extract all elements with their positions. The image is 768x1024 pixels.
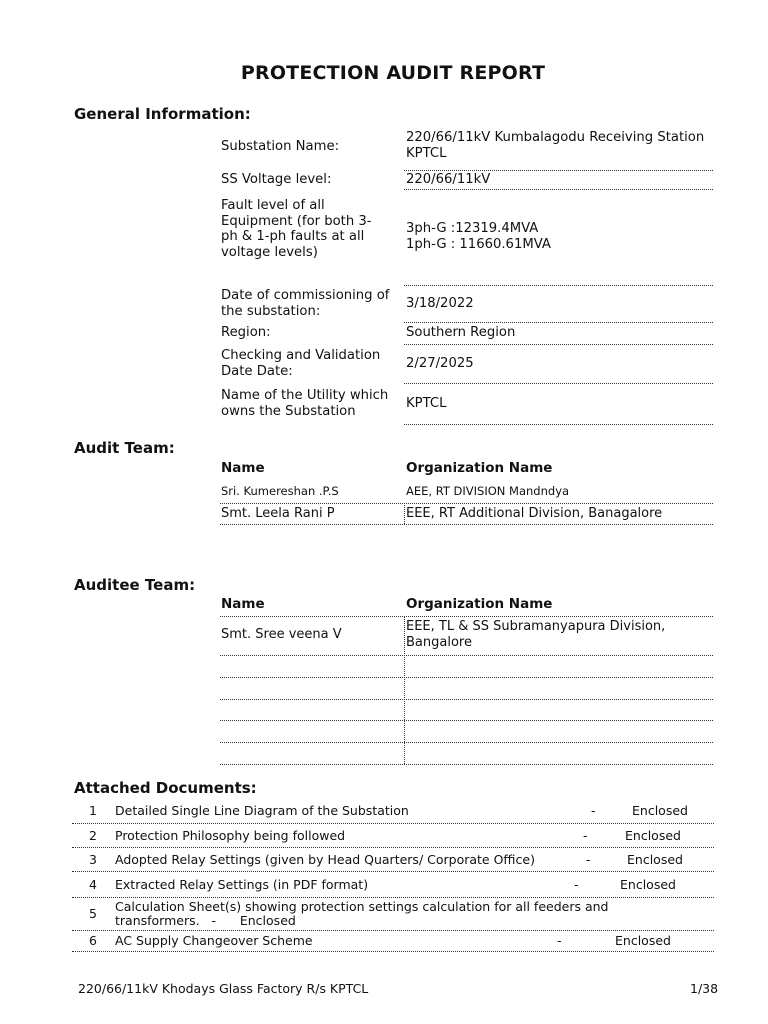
audit-col-name: Name [221, 460, 265, 476]
fault-level-3ph-value: 3ph-G :12319.4MVA [406, 221, 539, 236]
footer-left: 220/66/11kV Khodays Glass Factory R/s KPTCL [78, 981, 369, 996]
doc-dash: - [557, 933, 562, 948]
commissioning-date-value: 3/18/2022 [406, 296, 474, 311]
doc-number: 6 [89, 933, 97, 948]
doc-number: 1 [89, 803, 97, 818]
doc-title: transformers. - Enclosed [115, 913, 296, 928]
substation-name-label: Substation Name: [221, 139, 340, 154]
divider [404, 344, 713, 345]
audit-team-heading: Audit Team: [74, 439, 175, 457]
validation-date-label: Checking and Validation Date Date: [221, 348, 381, 379]
divider [404, 424, 713, 425]
auditee-col-org: Organization Name [406, 596, 553, 612]
doc-number: 4 [89, 877, 97, 892]
divider [404, 322, 713, 323]
doc-number: 2 [89, 828, 97, 843]
divider [220, 524, 713, 525]
validation-date-value: 2/27/2025 [406, 356, 474, 371]
divider [220, 764, 713, 765]
audit-member-name: Smt. Leela Rani P [221, 506, 335, 521]
doc-number: 5 [89, 906, 97, 921]
doc-status: Enclosed [615, 933, 671, 948]
region-label: Region: [221, 325, 271, 340]
doc-dash: - [574, 877, 579, 892]
voltage-level-label: SS Voltage level: [221, 172, 332, 187]
column-divider [404, 616, 405, 764]
region-value: Southern Region [406, 325, 516, 340]
audit-member-name: Sri. Kumereshan .P.S [221, 484, 339, 498]
attached-documents-heading: Attached Documents: [74, 779, 257, 797]
commissioning-date-label: Date of commissioning of the substation: [221, 288, 390, 319]
auditee-member-org: EEE, TL & SS Subramanyapura Division, Bangalore [406, 619, 666, 650]
utility-name-label: Name of the Utility which owns the Substation [221, 388, 389, 419]
divider [404, 170, 713, 171]
doc-title: Adopted Relay Settings (given by Head Quarters/ Corporate Office) [115, 852, 535, 867]
audit-member-org: AEE, RT DIVISION Mandndya [406, 484, 570, 498]
divider [220, 503, 713, 504]
divider [220, 655, 713, 656]
column-divider [404, 503, 405, 524]
fault-level-1ph-value: 1ph-G : 11660.61MVA [406, 237, 551, 252]
divider [72, 930, 714, 931]
doc-title: Detailed Single Line Diagram of the Substation [115, 803, 409, 818]
divider [72, 897, 714, 898]
doc-number: 3 [89, 852, 97, 867]
utility-name-value: KPTCL [406, 396, 447, 411]
doc-title: Protection Philosophy being followed [115, 828, 346, 843]
audit-col-org: Organization Name [406, 460, 553, 476]
fault-level-label: Fault level of all Equipment (for both 3-ph & 1-ph faults at all voltage levels) [221, 198, 372, 260]
divider [220, 677, 713, 678]
doc-dash: - [583, 828, 588, 843]
divider [72, 951, 714, 952]
divider [72, 871, 714, 872]
doc-dash: - [591, 803, 596, 818]
divider [72, 823, 714, 824]
doc-dash: - [586, 852, 591, 867]
voltage-level-value: 220/66/11kV [406, 172, 491, 187]
divider [220, 742, 713, 743]
divider [404, 285, 713, 286]
divider [72, 847, 714, 848]
auditee-member-name: Smt. Sree veena V [221, 627, 342, 642]
divider [220, 699, 713, 700]
divider [220, 720, 713, 721]
doc-status: Enclosed [632, 803, 688, 818]
doc-status: Enclosed [620, 877, 676, 892]
report-title: PROTECTION AUDIT REPORT [240, 62, 546, 84]
auditee-col-name: Name [221, 596, 265, 612]
divider [404, 383, 713, 384]
substation-name-value: 220/66/11kV Kumbalagodu Receiving Station KPTCL [406, 130, 705, 161]
divider [220, 616, 713, 617]
general-info-heading: General Information: [74, 105, 251, 123]
doc-status: Enclosed [627, 852, 683, 867]
doc-status: Enclosed [625, 828, 681, 843]
divider [404, 189, 713, 190]
audit-member-org: EEE, RT Additional Division, Banagalore [406, 506, 663, 521]
doc-title: Calculation Sheet(s) showing protection settings calculation for all feeders and [115, 899, 609, 914]
page-number: 1/38 [690, 981, 719, 996]
doc-title: Extracted Relay Settings (in PDF format) [115, 877, 369, 892]
doc-title: AC Supply Changeover Scheme [115, 933, 313, 948]
auditee-team-heading: Auditee Team: [74, 576, 196, 594]
